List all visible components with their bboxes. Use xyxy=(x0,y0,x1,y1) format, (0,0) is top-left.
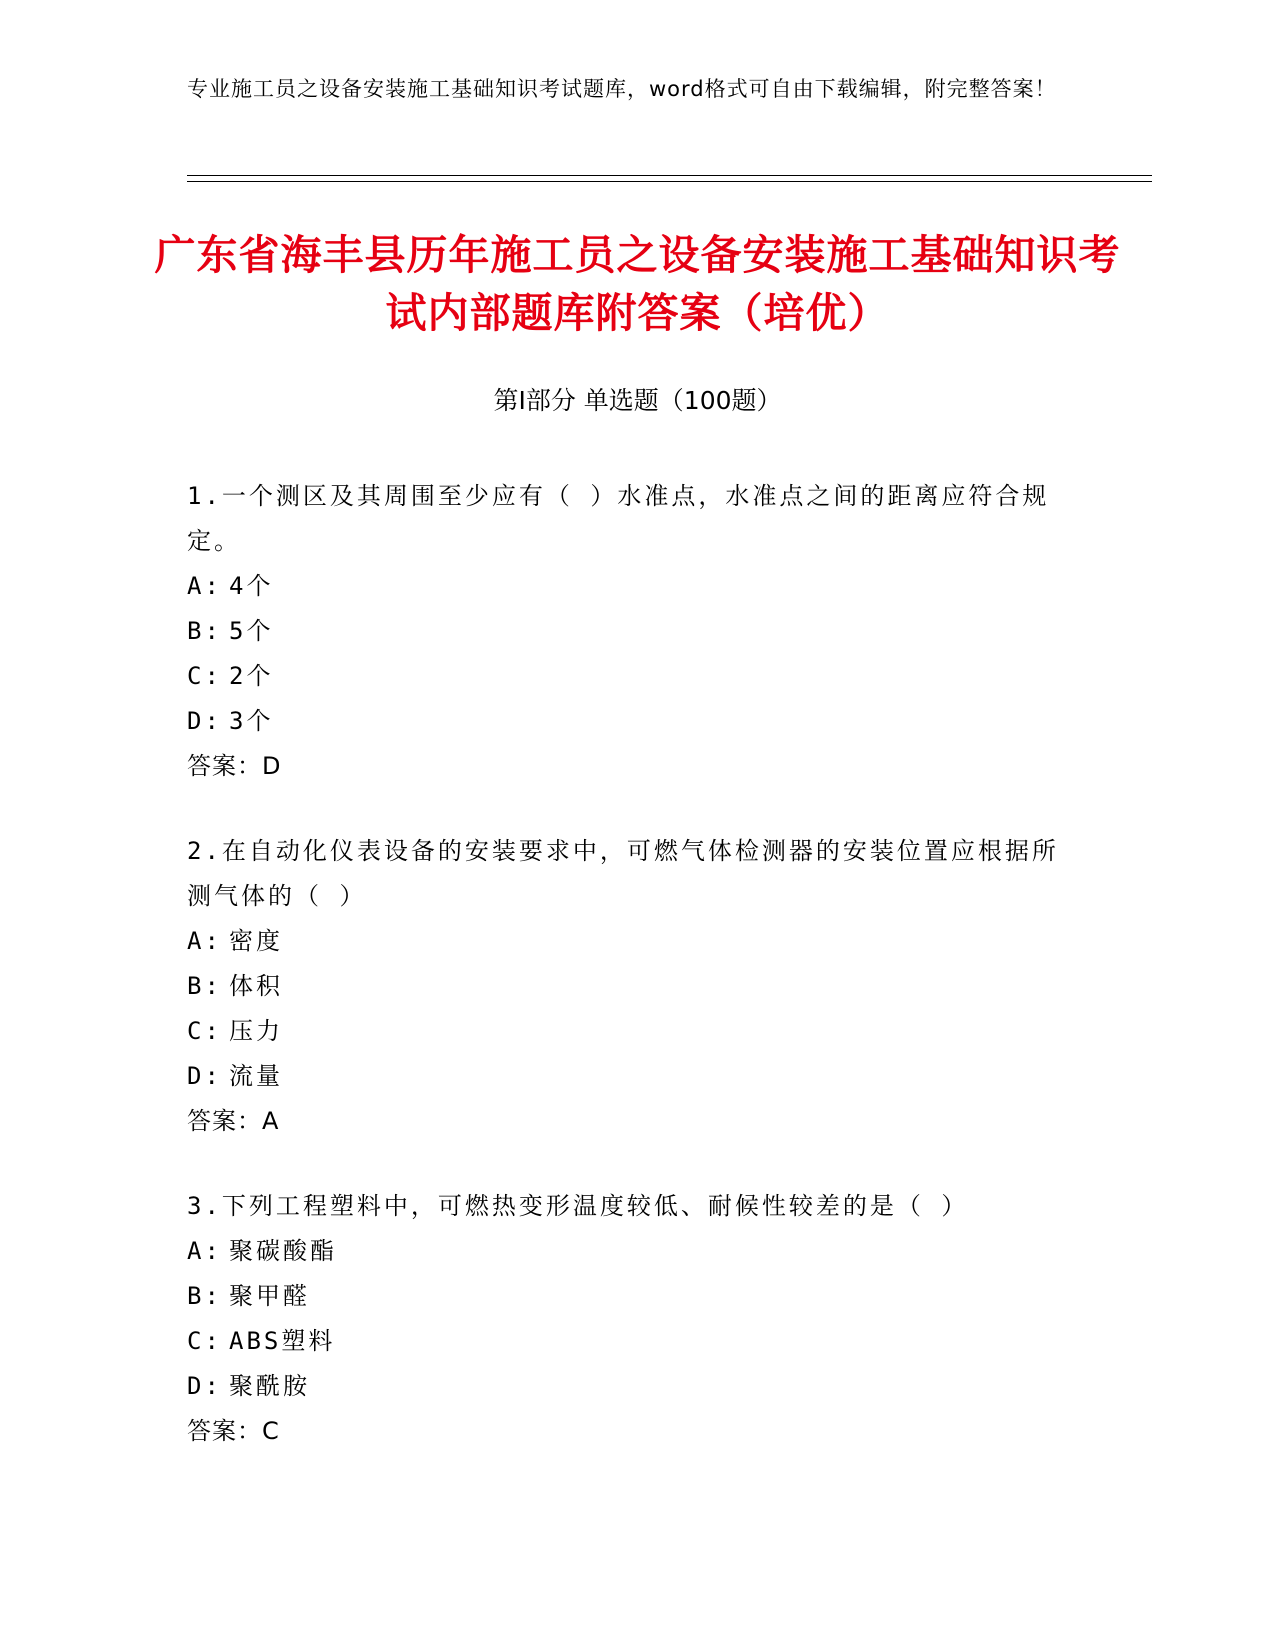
question-stem: 1.一个测区及其周围至少应有（ ）水准点，水准点之间的距离应符合规定。 xyxy=(187,482,1050,555)
answer-line: 答案：A xyxy=(187,1107,280,1135)
option-letter: D: xyxy=(187,1062,222,1090)
section-heading: 第Ⅰ部分 单选题（100题） xyxy=(493,386,782,415)
answer-line: 答案：D xyxy=(187,752,282,780)
option-b xyxy=(187,1274,1067,1319)
option-letter: B: xyxy=(187,972,222,1000)
document-title: 广东省海丰县历年施工员之设备安装施工基础知识考试内部题库附答案（培优） xyxy=(154,231,1121,337)
option-c xyxy=(187,654,1067,699)
option-text: 聚甲醛 xyxy=(229,1282,310,1310)
option-text: 体积 xyxy=(229,972,283,1000)
question-item xyxy=(187,1184,1067,1454)
option-text: 2个 xyxy=(229,662,274,690)
header-note: 专业施工员之设备安装施工基础知识考试题库，word格式可自由下载编辑，附完整答案！ xyxy=(187,77,1057,101)
question-item xyxy=(187,829,1067,1144)
option-text: 3个 xyxy=(229,707,274,735)
option-text: ABS塑料 xyxy=(229,1327,336,1355)
option-letter: A: xyxy=(187,927,222,955)
option-text: 密度 xyxy=(229,927,283,955)
option-d xyxy=(187,1364,1067,1409)
question-item xyxy=(187,474,1067,789)
option-text: 聚酰胺 xyxy=(229,1372,310,1400)
option-letter: C: xyxy=(187,1017,222,1045)
option-letter: A: xyxy=(187,572,222,600)
question-list xyxy=(187,474,1067,1494)
option-text: 5个 xyxy=(229,617,274,645)
option-a xyxy=(187,564,1067,609)
option-letter: C: xyxy=(187,662,222,690)
option-b xyxy=(187,609,1067,654)
option-c xyxy=(187,1319,1067,1364)
question-stem: 2.在自动化仪表设备的安装要求中，可燃气体检测器的安装位置应根据所测气体的（ ） xyxy=(187,837,1059,910)
option-letter: D: xyxy=(187,1372,222,1400)
option-text: 压力 xyxy=(229,1017,283,1045)
option-letter: B: xyxy=(187,617,222,645)
header-divider-bottom xyxy=(187,181,1152,182)
option-letter: B: xyxy=(187,1282,222,1310)
question-stem: 3.下列工程塑料中，可燃热变形温度较低、耐候性较差的是（ ） xyxy=(187,1192,969,1220)
option-a xyxy=(187,1229,1067,1274)
answer-line: 答案：C xyxy=(187,1417,280,1445)
option-letter: A: xyxy=(187,1237,222,1265)
option-text: 4个 xyxy=(229,572,274,600)
option-letter: D: xyxy=(187,707,222,735)
option-text: 聚碳酸酯 xyxy=(229,1237,337,1265)
option-d xyxy=(187,1054,1067,1099)
option-d xyxy=(187,699,1067,744)
option-a xyxy=(187,919,1067,964)
option-text: 流量 xyxy=(229,1062,283,1090)
option-c xyxy=(187,1009,1067,1054)
option-b xyxy=(187,964,1067,1009)
header-divider-top xyxy=(187,175,1152,176)
option-letter: C: xyxy=(187,1327,222,1355)
